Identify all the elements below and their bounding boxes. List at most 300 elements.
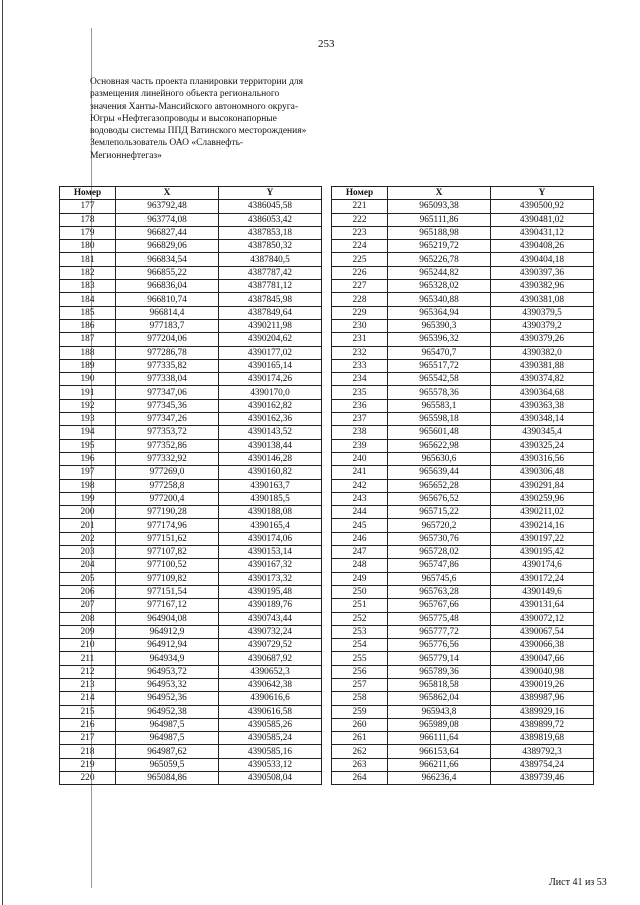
table-row bbox=[332, 293, 594, 306]
cell-x: 964934,9 bbox=[116, 652, 219, 665]
table-row bbox=[332, 439, 594, 452]
column-header-number: Номер bbox=[332, 187, 388, 200]
table-row bbox=[332, 346, 594, 359]
cell-number: 210 bbox=[60, 639, 116, 652]
cell-x: 977151,62 bbox=[116, 532, 219, 545]
cell-number: 196 bbox=[60, 452, 116, 465]
cell-x: 977347,26 bbox=[116, 413, 219, 426]
cell-number: 206 bbox=[60, 585, 116, 598]
cell-x: 977174,96 bbox=[116, 519, 219, 532]
cell-y: 4390345,4 bbox=[491, 426, 594, 439]
cell-x: 964987,62 bbox=[116, 745, 219, 758]
cell-y: 4390316,56 bbox=[491, 452, 594, 465]
cell-y: 4390072,12 bbox=[491, 612, 594, 625]
cell-y: 4390363,38 bbox=[491, 399, 594, 412]
cell-x: 965059,5 bbox=[116, 758, 219, 771]
cell-y: 4390149,6 bbox=[491, 585, 594, 598]
cell-y: 4390259,96 bbox=[491, 492, 594, 505]
cell-x: 965517,72 bbox=[388, 359, 491, 372]
cell-y: 4390642,38 bbox=[219, 678, 322, 691]
cell-x: 965542,58 bbox=[388, 373, 491, 386]
table-row bbox=[60, 333, 322, 346]
table-row bbox=[332, 200, 594, 213]
cell-y: 4390067,54 bbox=[491, 625, 594, 638]
heading-line: водоводы системы ППД Ватинского месторождения» bbox=[90, 126, 307, 137]
table-row bbox=[332, 705, 594, 718]
cell-x: 977258,8 bbox=[116, 479, 219, 492]
table-row bbox=[60, 413, 322, 426]
table-row bbox=[332, 665, 594, 678]
cell-x: 965776,56 bbox=[388, 639, 491, 652]
cell-number: 237 bbox=[332, 413, 388, 426]
cell-x: 964952,36 bbox=[116, 692, 219, 705]
cell-y: 4390348,14 bbox=[491, 413, 594, 426]
table-row bbox=[60, 612, 322, 625]
cell-number: 217 bbox=[60, 732, 116, 745]
table-row bbox=[332, 718, 594, 731]
table-row bbox=[60, 293, 322, 306]
table-row bbox=[332, 772, 594, 785]
column-header-y: Y bbox=[219, 187, 322, 200]
table-row bbox=[60, 266, 322, 279]
cell-number: 242 bbox=[332, 479, 388, 492]
cell-y: 4390431,12 bbox=[491, 226, 594, 239]
cell-x: 965578,36 bbox=[388, 386, 491, 399]
cell-y: 4390170,0 bbox=[219, 386, 322, 399]
table-row bbox=[332, 479, 594, 492]
table-row bbox=[332, 678, 594, 691]
cell-y: 4390211,98 bbox=[219, 319, 322, 332]
table-row bbox=[60, 306, 322, 319]
table-row bbox=[60, 213, 322, 226]
cell-y: 4390162,36 bbox=[219, 413, 322, 426]
cell-number: 182 bbox=[60, 266, 116, 279]
table-row bbox=[60, 692, 322, 705]
cell-number: 241 bbox=[332, 466, 388, 479]
cell-y: 4390364,68 bbox=[491, 386, 594, 399]
cell-x: 966836,04 bbox=[116, 280, 219, 293]
cell-x: 964904,08 bbox=[116, 612, 219, 625]
cell-x: 966834,54 bbox=[116, 253, 219, 266]
cell-number: 228 bbox=[332, 293, 388, 306]
cell-number: 262 bbox=[332, 745, 388, 758]
cell-y: 4390585,26 bbox=[219, 718, 322, 731]
cell-number: 212 bbox=[60, 665, 116, 678]
heading-line: Землепользователь ОАО «Славнефть- bbox=[90, 138, 244, 149]
cell-x: 977167,12 bbox=[116, 599, 219, 612]
cell-x: 964953,72 bbox=[116, 665, 219, 678]
cell-x: 977151,54 bbox=[116, 585, 219, 598]
cell-x: 977286,78 bbox=[116, 346, 219, 359]
cell-x: 965364,94 bbox=[388, 306, 491, 319]
cell-number: 230 bbox=[332, 319, 388, 332]
cell-x: 963792,48 bbox=[116, 200, 219, 213]
cell-x: 965583,1 bbox=[388, 399, 491, 412]
cell-y: 4390165,14 bbox=[219, 359, 322, 372]
cell-x: 965652,28 bbox=[388, 479, 491, 492]
cell-y: 4390382,0 bbox=[491, 346, 594, 359]
table-row bbox=[332, 599, 594, 612]
cell-y: 4390687,92 bbox=[219, 652, 322, 665]
cell-x: 965730,76 bbox=[388, 532, 491, 545]
cell-x: 965470,7 bbox=[388, 346, 491, 359]
table-row bbox=[332, 426, 594, 439]
cell-y: 4390379,26 bbox=[491, 333, 594, 346]
column-header-y: Y bbox=[491, 187, 594, 200]
cell-x: 965396,32 bbox=[388, 333, 491, 346]
cell-y: 4390204,62 bbox=[219, 333, 322, 346]
cell-number: 184 bbox=[60, 293, 116, 306]
cell-y: 4390195,42 bbox=[491, 546, 594, 559]
cell-y: 4390500,92 bbox=[491, 200, 594, 213]
cell-x: 977338,04 bbox=[116, 373, 219, 386]
table-row bbox=[332, 253, 594, 266]
cell-x: 977353,72 bbox=[116, 426, 219, 439]
cell-number: 259 bbox=[332, 705, 388, 718]
cell-y: 4390374,82 bbox=[491, 373, 594, 386]
cell-number: 205 bbox=[60, 572, 116, 585]
cell-number: 229 bbox=[332, 306, 388, 319]
cell-x: 965630,6 bbox=[388, 452, 491, 465]
table-row bbox=[332, 652, 594, 665]
table-row bbox=[332, 612, 594, 625]
cell-y: 4390214,16 bbox=[491, 519, 594, 532]
cell-x: 965777,72 bbox=[388, 625, 491, 638]
cell-number: 218 bbox=[60, 745, 116, 758]
table-row bbox=[332, 373, 594, 386]
cell-number: 185 bbox=[60, 306, 116, 319]
heading-line: Основная часть проекта планировки территории для bbox=[90, 77, 304, 87]
table-row bbox=[60, 253, 322, 266]
table-row bbox=[60, 772, 322, 785]
cell-y: 4390143,52 bbox=[219, 426, 322, 439]
cell-number: 208 bbox=[60, 612, 116, 625]
cell-x: 965715,22 bbox=[388, 506, 491, 519]
cell-number: 209 bbox=[60, 625, 116, 638]
cell-number: 240 bbox=[332, 452, 388, 465]
table-row bbox=[60, 572, 322, 585]
cell-x: 965244,82 bbox=[388, 266, 491, 279]
cell-number: 221 bbox=[332, 200, 388, 213]
cell-x: 965639,44 bbox=[388, 466, 491, 479]
cell-y: 4390616,58 bbox=[219, 705, 322, 718]
cell-y: 4390652,3 bbox=[219, 665, 322, 678]
table-row bbox=[332, 399, 594, 412]
cell-x: 965818,58 bbox=[388, 678, 491, 691]
cell-number: 251 bbox=[332, 599, 388, 612]
table-row bbox=[60, 319, 322, 332]
cell-x: 966211,66 bbox=[388, 758, 491, 771]
cell-number: 247 bbox=[332, 546, 388, 559]
cell-y: 4390174,06 bbox=[219, 532, 322, 545]
cell-x: 965390,3 bbox=[388, 319, 491, 332]
cell-y: 4390729,52 bbox=[219, 639, 322, 652]
cell-number: 245 bbox=[332, 519, 388, 532]
cell-number: 191 bbox=[60, 386, 116, 399]
cell-number: 203 bbox=[60, 546, 116, 559]
cell-x: 965943,8 bbox=[388, 705, 491, 718]
table-row bbox=[60, 240, 322, 253]
cell-number: 201 bbox=[60, 519, 116, 532]
table-row bbox=[60, 479, 322, 492]
cell-x: 966829,06 bbox=[116, 240, 219, 253]
cell-x: 965328,02 bbox=[388, 280, 491, 293]
cell-y: 4387781,12 bbox=[219, 280, 322, 293]
cell-y: 4390173,32 bbox=[219, 572, 322, 585]
cell-number: 236 bbox=[332, 399, 388, 412]
cell-number: 186 bbox=[60, 319, 116, 332]
cell-number: 257 bbox=[332, 678, 388, 691]
cell-x: 966827,44 bbox=[116, 226, 219, 239]
cell-x: 977269,0 bbox=[116, 466, 219, 479]
cell-y: 4387850,32 bbox=[219, 240, 322, 253]
cell-x: 964912,94 bbox=[116, 639, 219, 652]
table-row bbox=[60, 200, 322, 213]
cell-number: 260 bbox=[332, 718, 388, 731]
table-row bbox=[60, 359, 322, 372]
table-row bbox=[332, 452, 594, 465]
cell-number: 234 bbox=[332, 373, 388, 386]
cell-x: 965340,88 bbox=[388, 293, 491, 306]
cell-number: 246 bbox=[332, 532, 388, 545]
table-row bbox=[60, 625, 322, 638]
cell-y: 4390172,24 bbox=[491, 572, 594, 585]
table-row bbox=[60, 466, 322, 479]
heading-line: Мегионнефтегаз» bbox=[90, 150, 162, 161]
cell-y: 4390138,44 bbox=[219, 439, 322, 452]
cell-x: 965789,36 bbox=[388, 665, 491, 678]
column-header-x: X bbox=[116, 187, 219, 200]
cell-number: 213 bbox=[60, 678, 116, 691]
cell-y: 4390211,02 bbox=[491, 506, 594, 519]
table-row bbox=[60, 665, 322, 678]
cell-number: 200 bbox=[60, 506, 116, 519]
cell-x: 965601,48 bbox=[388, 426, 491, 439]
cell-number: 211 bbox=[60, 652, 116, 665]
cell-y: 4390153,14 bbox=[219, 546, 322, 559]
cell-x: 977347,06 bbox=[116, 386, 219, 399]
cell-y: 4390379,5 bbox=[491, 306, 594, 319]
table-header-row bbox=[60, 187, 322, 200]
cell-y: 4387849,64 bbox=[219, 306, 322, 319]
heading-line: значения Ханты-Мансийского автономного округа- bbox=[90, 101, 298, 112]
cell-x: 965084,86 bbox=[116, 772, 219, 785]
cell-y: 4390047,66 bbox=[491, 652, 594, 665]
cell-number: 183 bbox=[60, 280, 116, 293]
cell-y: 4389819,68 bbox=[491, 732, 594, 745]
cell-number: 253 bbox=[332, 625, 388, 638]
scan-margin-line bbox=[2, 0, 3, 905]
cell-number: 231 bbox=[332, 333, 388, 346]
cell-number: 261 bbox=[332, 732, 388, 745]
cell-y: 4390146,28 bbox=[219, 452, 322, 465]
cell-number: 249 bbox=[332, 572, 388, 585]
table-row bbox=[332, 546, 594, 559]
table-row bbox=[60, 599, 322, 612]
document-heading bbox=[90, 76, 352, 162]
cell-y: 4390616,6 bbox=[219, 692, 322, 705]
coordinates-table-left bbox=[59, 186, 322, 785]
cell-y: 4390174,6 bbox=[491, 559, 594, 572]
cell-y: 4386045,58 bbox=[219, 200, 322, 213]
coordinates-table-right bbox=[331, 186, 594, 785]
table-row bbox=[332, 413, 594, 426]
page-number: 253 bbox=[318, 38, 335, 50]
cell-number: 215 bbox=[60, 705, 116, 718]
cell-x: 965763,28 bbox=[388, 585, 491, 598]
cell-x: 965779,14 bbox=[388, 652, 491, 665]
cell-x: 977345,36 bbox=[116, 399, 219, 412]
cell-y: 4390167,32 bbox=[219, 559, 322, 572]
cell-y: 4390481,02 bbox=[491, 213, 594, 226]
table-row bbox=[60, 652, 322, 665]
table-row bbox=[60, 639, 322, 652]
table-row bbox=[332, 745, 594, 758]
cell-number: 178 bbox=[60, 213, 116, 226]
table-row bbox=[60, 492, 322, 505]
cell-x: 964912,9 bbox=[116, 625, 219, 638]
cell-number: 204 bbox=[60, 559, 116, 572]
cell-x: 965720,2 bbox=[388, 519, 491, 532]
table-row bbox=[60, 559, 322, 572]
cell-x: 965676,52 bbox=[388, 492, 491, 505]
table-row bbox=[60, 718, 322, 731]
cell-number: 243 bbox=[332, 492, 388, 505]
cell-x: 965728,02 bbox=[388, 546, 491, 559]
cell-y: 4390019,26 bbox=[491, 678, 594, 691]
cell-y: 4390195,48 bbox=[219, 585, 322, 598]
cell-x: 977109,82 bbox=[116, 572, 219, 585]
cell-y: 4390174,26 bbox=[219, 373, 322, 386]
cell-x: 966111,64 bbox=[388, 732, 491, 745]
table-row bbox=[332, 306, 594, 319]
column-header-x: X bbox=[388, 187, 491, 200]
cell-y: 4390040,98 bbox=[491, 665, 594, 678]
table-row bbox=[332, 226, 594, 239]
cell-number: 223 bbox=[332, 226, 388, 239]
table-row bbox=[60, 532, 322, 545]
table-row bbox=[60, 373, 322, 386]
cell-number: 226 bbox=[332, 266, 388, 279]
table-row bbox=[332, 692, 594, 705]
cell-x: 965226,78 bbox=[388, 253, 491, 266]
cell-number: 254 bbox=[332, 639, 388, 652]
cell-y: 4390533,12 bbox=[219, 758, 322, 771]
cell-x: 977190,28 bbox=[116, 506, 219, 519]
cell-x: 965219,72 bbox=[388, 240, 491, 253]
cell-y: 4390408,26 bbox=[491, 240, 594, 253]
table-row bbox=[60, 546, 322, 559]
cell-x: 964953,32 bbox=[116, 678, 219, 691]
cell-y: 4390066,38 bbox=[491, 639, 594, 652]
cell-y: 4389929,16 bbox=[491, 705, 594, 718]
table-row bbox=[60, 426, 322, 439]
cell-x: 966814,4 bbox=[116, 306, 219, 319]
cell-y: 4390185,5 bbox=[219, 492, 322, 505]
cell-y: 4390165,4 bbox=[219, 519, 322, 532]
table-row bbox=[60, 226, 322, 239]
cell-number: 263 bbox=[332, 758, 388, 771]
cell-y: 4390397,36 bbox=[491, 266, 594, 279]
cell-y: 4390381,08 bbox=[491, 293, 594, 306]
table-row bbox=[60, 386, 322, 399]
cell-x: 965093,38 bbox=[388, 200, 491, 213]
cell-number: 227 bbox=[332, 280, 388, 293]
cell-number: 250 bbox=[332, 585, 388, 598]
table-row bbox=[60, 678, 322, 691]
table-row bbox=[60, 519, 322, 532]
cell-number: 225 bbox=[332, 253, 388, 266]
table-row bbox=[332, 319, 594, 332]
cell-x: 965747,86 bbox=[388, 559, 491, 572]
cell-number: 214 bbox=[60, 692, 116, 705]
column-header-number: Номер bbox=[60, 187, 116, 200]
cell-number: 207 bbox=[60, 599, 116, 612]
cell-number: 224 bbox=[332, 240, 388, 253]
cell-number: 198 bbox=[60, 479, 116, 492]
table-row bbox=[332, 280, 594, 293]
table-row bbox=[60, 585, 322, 598]
table-row bbox=[332, 213, 594, 226]
table-row bbox=[332, 625, 594, 638]
cell-x: 977335,82 bbox=[116, 359, 219, 372]
cell-y: 4390382,96 bbox=[491, 280, 594, 293]
cell-y: 4390585,16 bbox=[219, 745, 322, 758]
table-row bbox=[60, 745, 322, 758]
cell-number: 193 bbox=[60, 413, 116, 426]
table-row bbox=[332, 240, 594, 253]
cell-number: 258 bbox=[332, 692, 388, 705]
table-row bbox=[332, 639, 594, 652]
cell-y: 4390732,24 bbox=[219, 625, 322, 638]
cell-y: 4389899,72 bbox=[491, 718, 594, 731]
table-row bbox=[332, 333, 594, 346]
cell-number: 181 bbox=[60, 253, 116, 266]
table-row bbox=[60, 346, 322, 359]
cell-x: 966153,64 bbox=[388, 745, 491, 758]
cell-y: 4390189,76 bbox=[219, 599, 322, 612]
table-row bbox=[332, 585, 594, 598]
cell-y: 4390291,84 bbox=[491, 479, 594, 492]
cell-x: 965862,04 bbox=[388, 692, 491, 705]
cell-y: 4390404,18 bbox=[491, 253, 594, 266]
cell-number: 216 bbox=[60, 718, 116, 731]
table-row bbox=[332, 559, 594, 572]
cell-number: 199 bbox=[60, 492, 116, 505]
cell-x: 964952,38 bbox=[116, 705, 219, 718]
table-header-row bbox=[332, 187, 594, 200]
cell-number: 177 bbox=[60, 200, 116, 213]
table-row bbox=[60, 439, 322, 452]
cell-x: 977332,92 bbox=[116, 452, 219, 465]
cell-number: 232 bbox=[332, 346, 388, 359]
cell-y: 4390160,82 bbox=[219, 466, 322, 479]
cell-number: 235 bbox=[332, 386, 388, 399]
cell-x: 963774,08 bbox=[116, 213, 219, 226]
cell-y: 4389739,46 bbox=[491, 772, 594, 785]
cell-number: 233 bbox=[332, 359, 388, 372]
table-row bbox=[332, 492, 594, 505]
cell-x: 965598,18 bbox=[388, 413, 491, 426]
table-row bbox=[60, 506, 322, 519]
cell-x: 966810,74 bbox=[116, 293, 219, 306]
cell-number: 255 bbox=[332, 652, 388, 665]
table-row bbox=[332, 532, 594, 545]
cell-number: 195 bbox=[60, 439, 116, 452]
cell-x: 965989,08 bbox=[388, 718, 491, 731]
cell-y: 4390131,64 bbox=[491, 599, 594, 612]
table-row bbox=[332, 386, 594, 399]
